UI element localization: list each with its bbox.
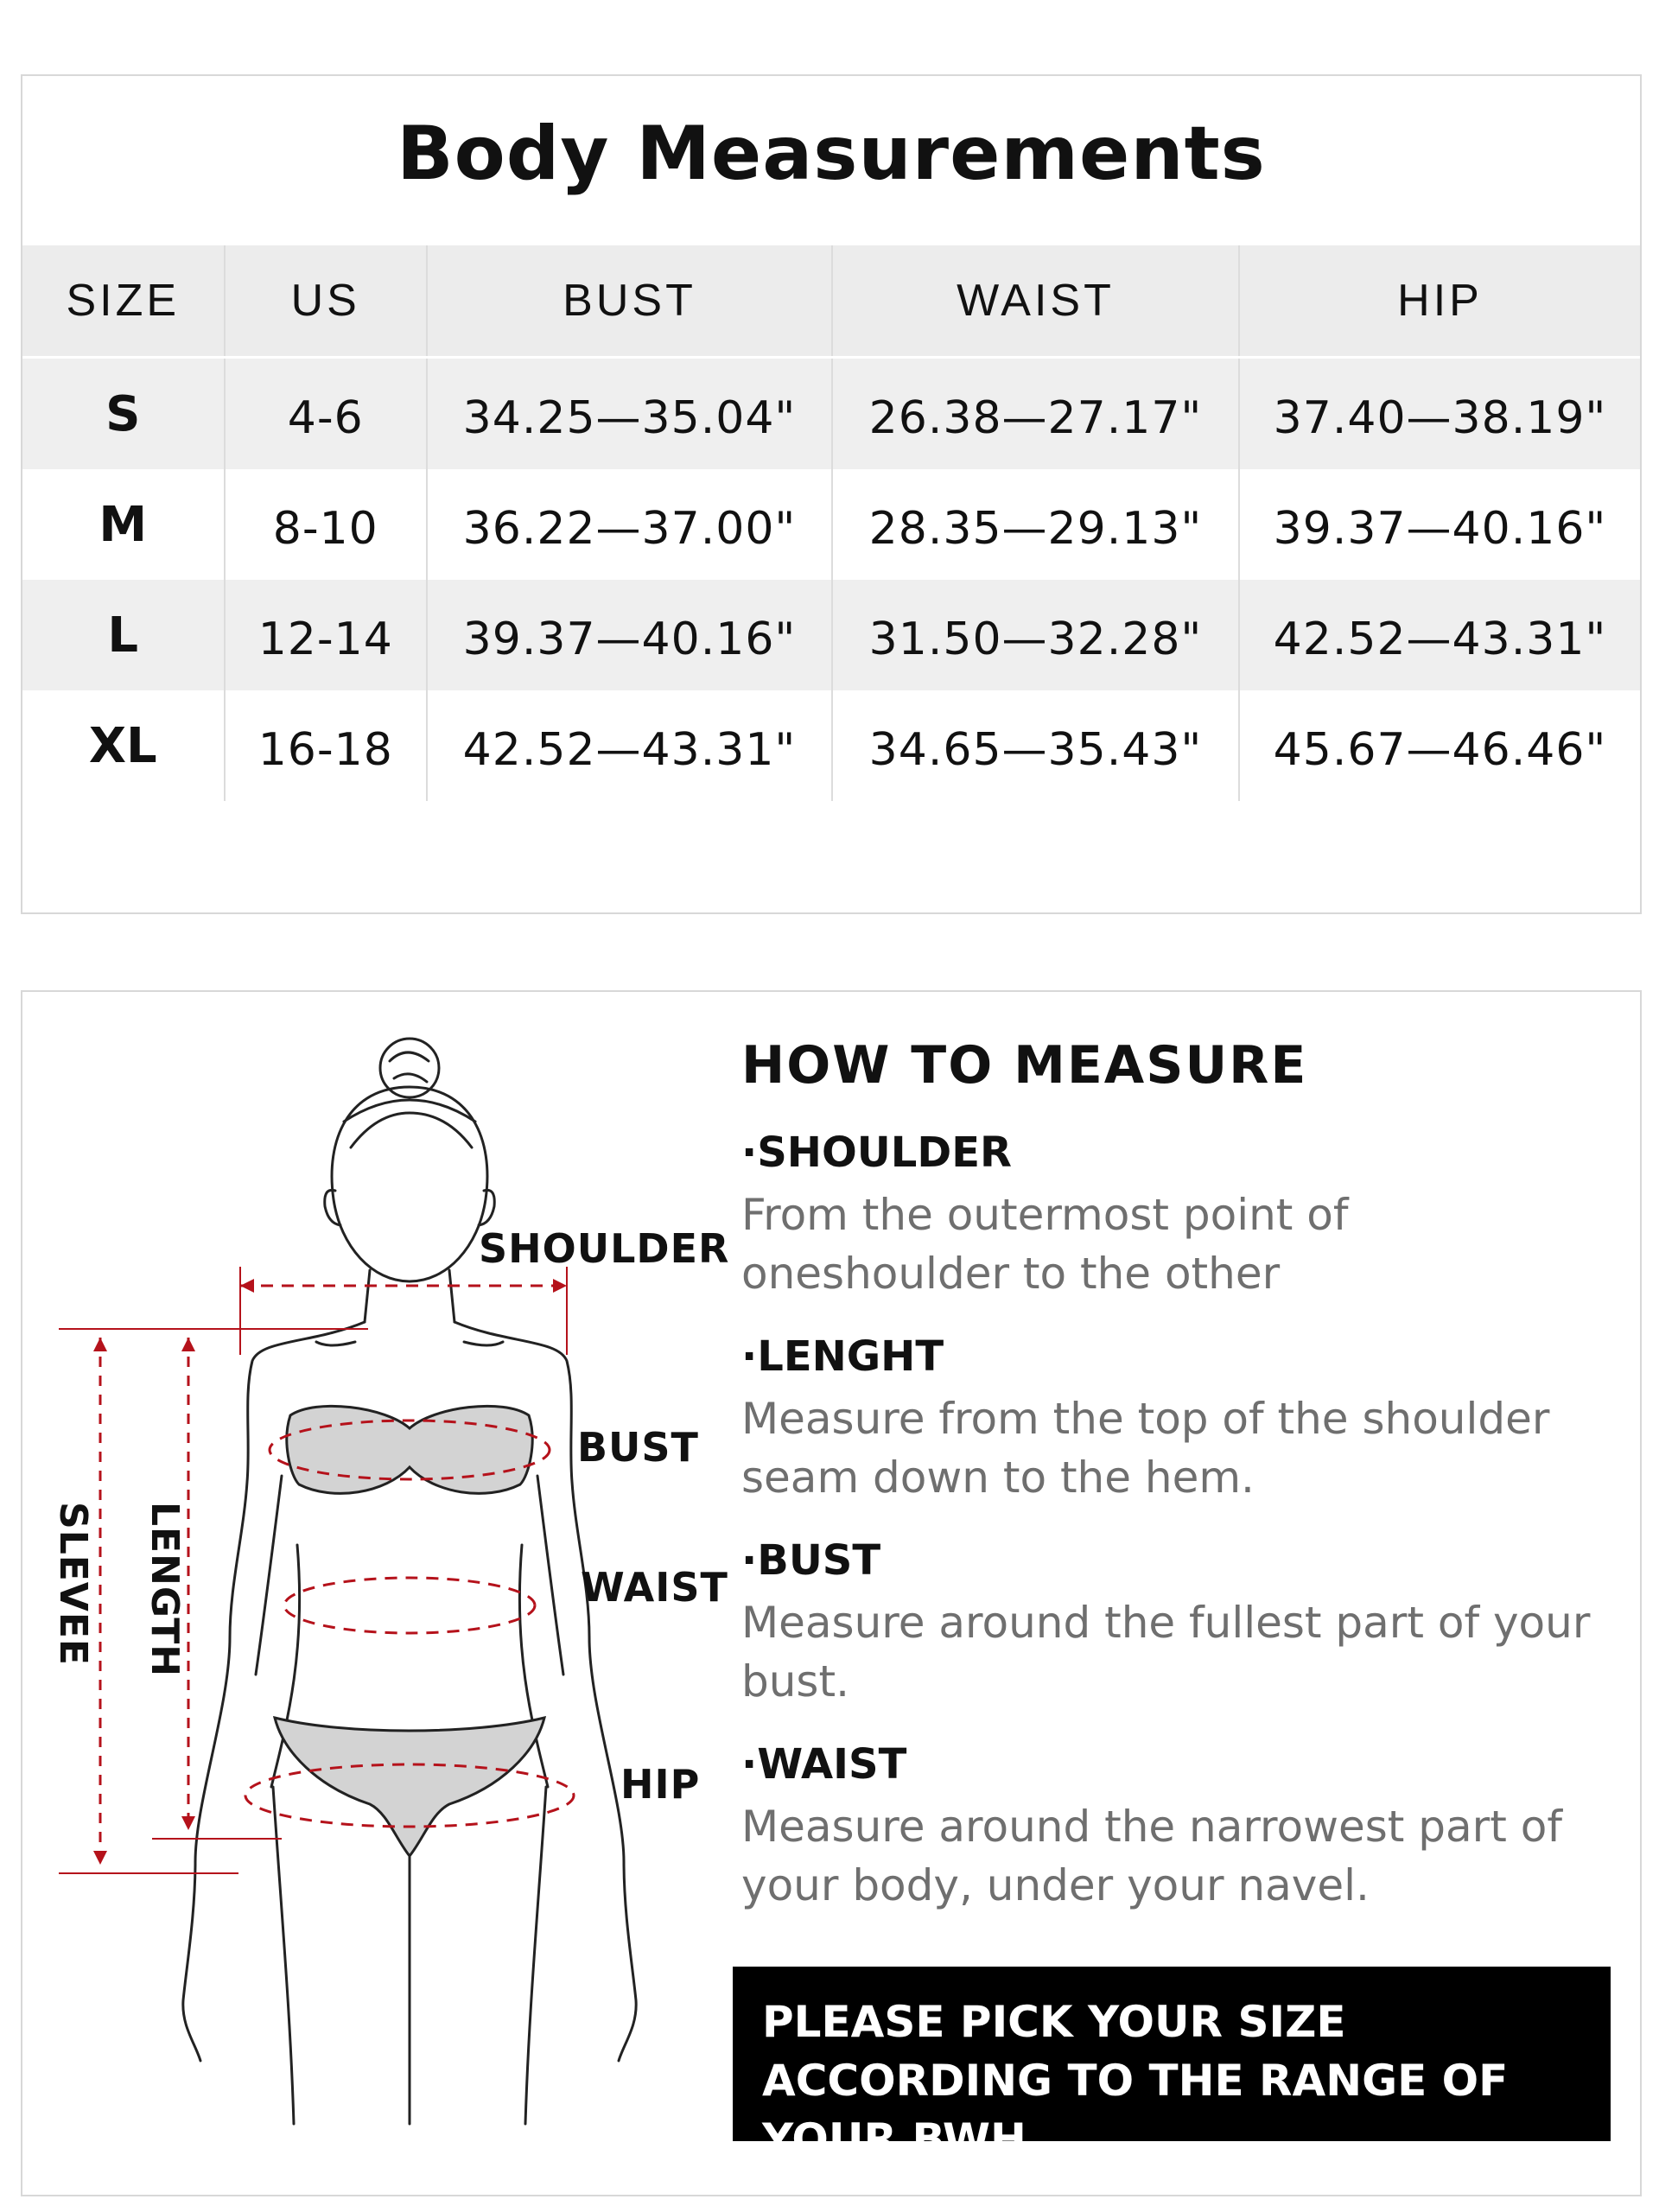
size-advice-banner: PLEASE PICK YOUR SIZE ACCORDING TO THE RANGE OF YOUR BWH.: [733, 1967, 1611, 2141]
size-chart-panel: [21, 74, 1642, 914]
instruction-text: Measure from the top of the shoulder seam down to the hem.: [741, 1394, 1550, 1503]
header-size: SIZE: [22, 245, 226, 356]
table-row: [22, 580, 1640, 690]
us-cell: 16-18: [226, 690, 429, 801]
slevee-label: SLEVEE: [51, 1502, 95, 1666]
size-cell: S: [22, 359, 226, 469]
bikini-bottom-shape: [275, 1718, 544, 1856]
waist-label: WAIST: [581, 1564, 728, 1611]
how-to-measure-title: HOW TO MEASURE: [741, 1035, 1308, 1096]
instruction-heading: ·SHOULDER: [741, 1128, 1012, 1177]
header-us: US: [226, 245, 429, 356]
instruction-bust: [741, 1536, 1623, 1711]
hip-cell: 39.37—40.16": [1273, 503, 1607, 555]
instruction-waist: [741, 1740, 1623, 1915]
header-bust: BUST: [428, 245, 833, 356]
instruction-text: Measure around the narrowest part of your body, under your navel.: [741, 1802, 1562, 1910]
us-cell: 12-14: [226, 580, 429, 690]
header-waist: WAIST: [833, 245, 1240, 356]
us-cell: 8-10: [226, 469, 429, 580]
bust-cell: 39.37—40.16": [428, 580, 833, 690]
size-chart-table: [22, 245, 1640, 801]
instruction-text: From the outermost point of oneshoulder to the other: [741, 1190, 1349, 1299]
waist-cell: 26.38—27.17": [833, 359, 1240, 469]
bust-cell: 36.22—37.00": [428, 469, 833, 580]
hip-cell: 37.40—38.19": [1273, 392, 1607, 444]
header-hip: HIP: [1397, 276, 1483, 326]
body-figure: [22, 992, 731, 2198]
instruction-text: Measure around the fullest part of your bust.: [741, 1598, 1591, 1707]
table-row: [22, 690, 1640, 801]
size-cell: XL: [22, 690, 226, 801]
waist-cell: 31.50—32.28": [833, 580, 1240, 690]
bust-cell: 42.52—43.31": [428, 690, 833, 801]
length-label: LENGTH: [143, 1502, 187, 1678]
instruction-heading: ·LENGHT: [741, 1332, 944, 1381]
table-row: [22, 359, 1640, 469]
table-header-row: [22, 245, 1640, 359]
instruction-length: [741, 1332, 1623, 1507]
us-cell: 4-6: [226, 359, 429, 469]
bust-cell: 34.25—35.04": [428, 359, 833, 469]
how-to-measure-panel: [21, 990, 1642, 2196]
hip-cell: 45.67—46.46": [1273, 724, 1607, 776]
size-cell: L: [22, 580, 226, 690]
hip-cell: 42.52—43.31": [1273, 613, 1607, 665]
how-to-measure-section: [741, 1035, 1623, 1944]
table-row: [22, 469, 1640, 580]
chart-title: Body Measurements: [397, 111, 1266, 197]
waist-cell: 34.65—35.43": [833, 690, 1240, 801]
bust-label: BUST: [577, 1424, 699, 1471]
hip-label: HIP: [620, 1761, 701, 1808]
waist-cell: 28.35—29.13": [833, 469, 1240, 580]
size-cell: M: [22, 469, 226, 580]
instruction-shoulder: [741, 1128, 1623, 1303]
instruction-heading: ·BUST: [741, 1536, 881, 1585]
instruction-heading: ·WAIST: [741, 1740, 907, 1789]
shoulder-label: SHOULDER: [479, 1225, 730, 1272]
